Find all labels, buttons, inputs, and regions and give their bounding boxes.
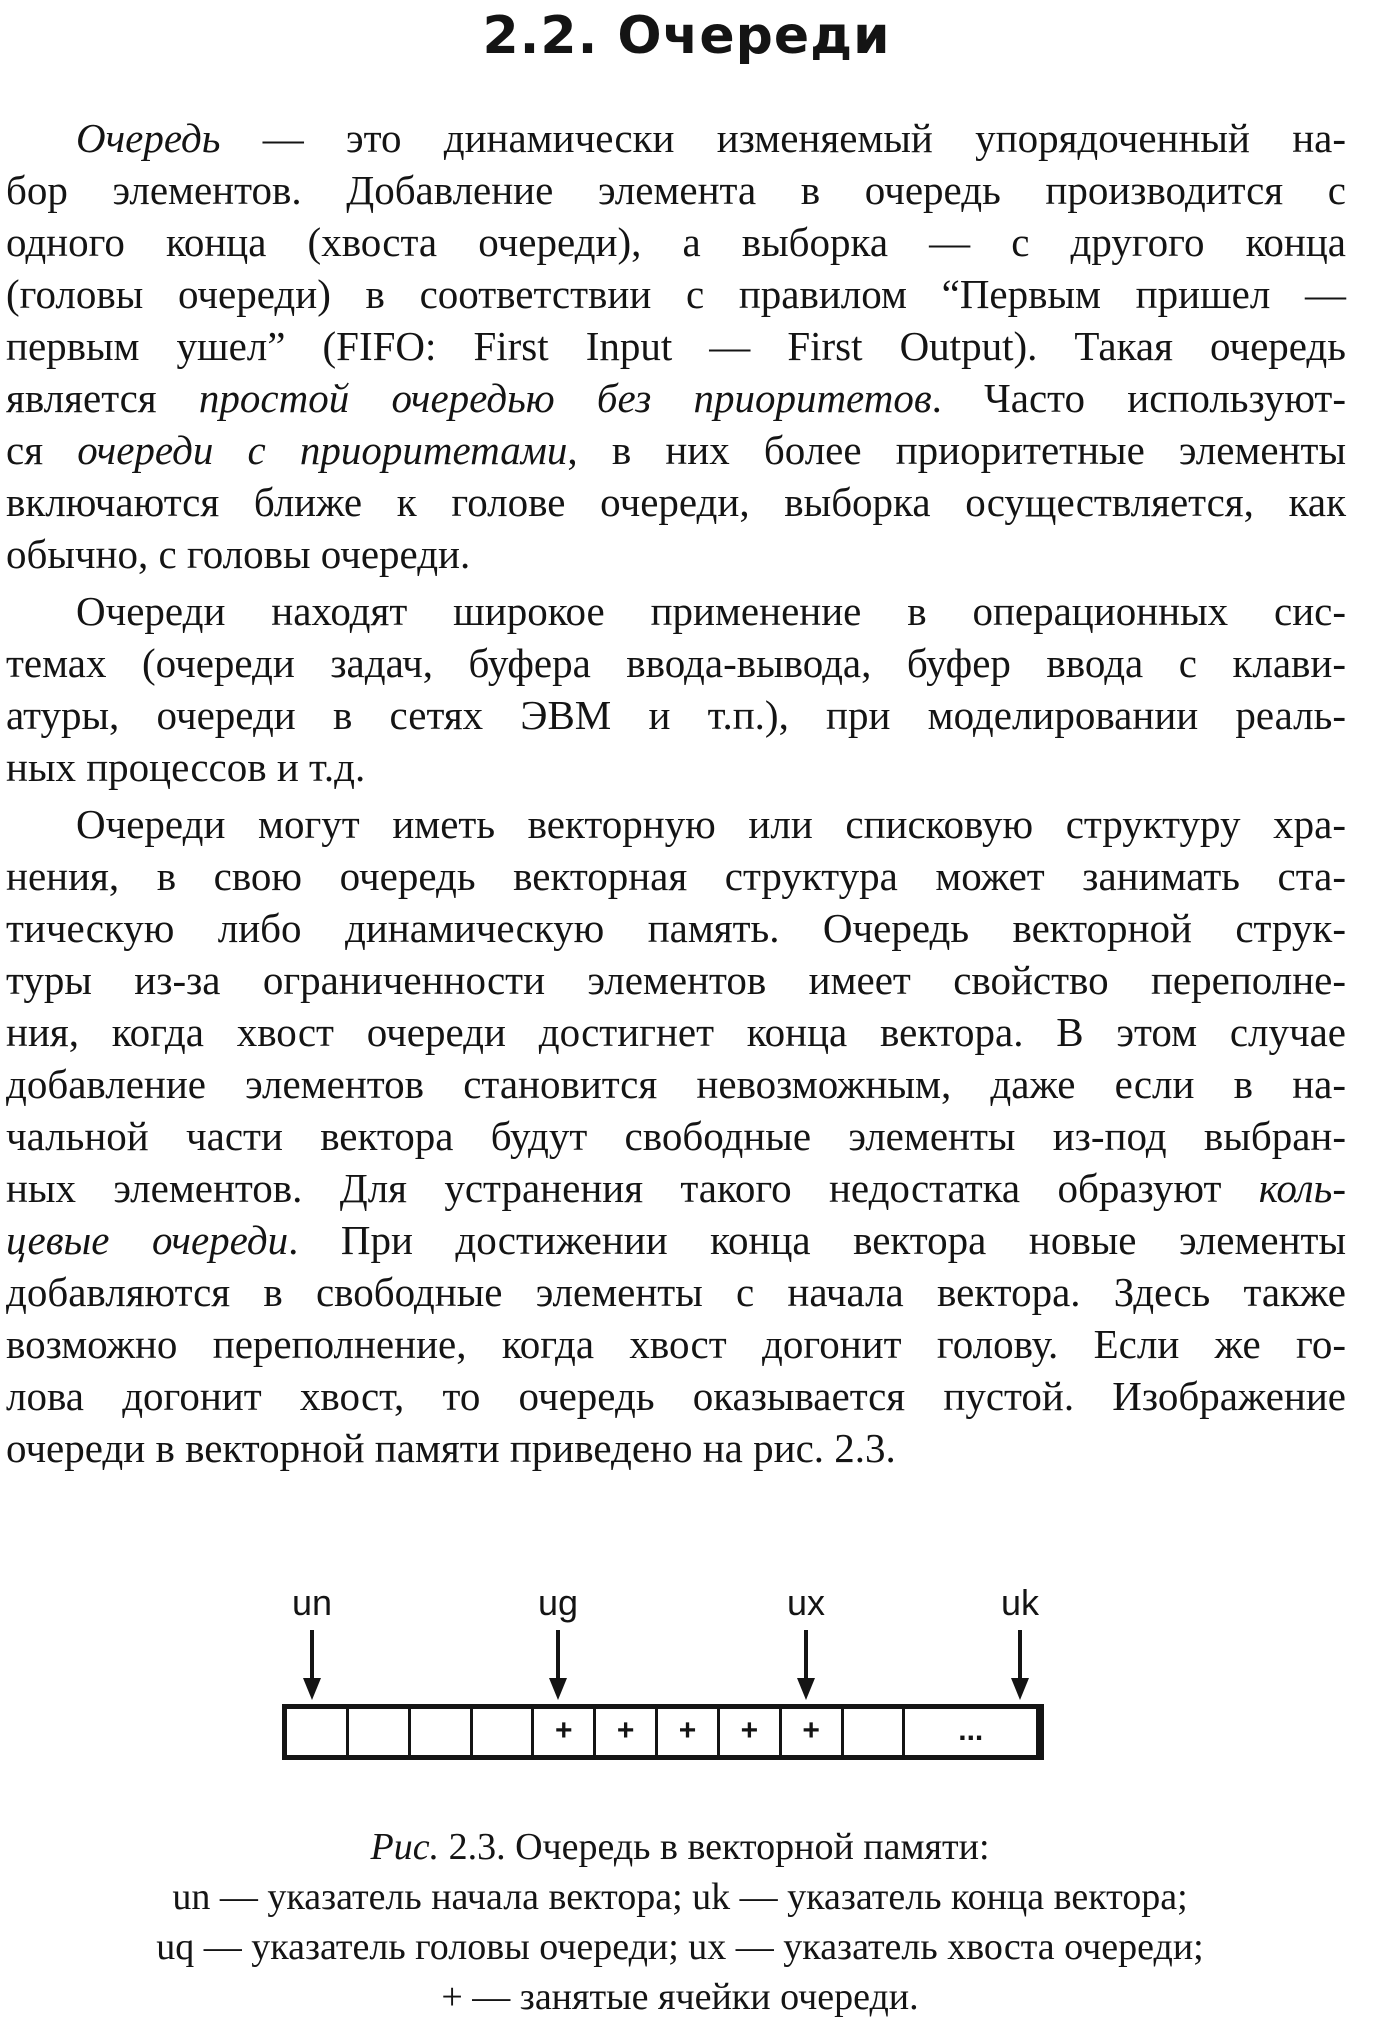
paragraph-line	[6, 216, 1346, 268]
text-run: туры из-за ограниченности элементов имеет свойство переполне-	[6, 957, 1346, 1003]
section-title: 2.2. Очереди	[482, 6, 891, 66]
paragraph-line	[6, 637, 1346, 689]
text-run: добавление элементов становится невозможным, даже если в на-	[6, 1061, 1346, 1107]
text-run: . При достижении конца вектора новые элементы	[288, 1217, 1347, 1263]
paragraph-line	[6, 164, 1346, 216]
paragraph-line	[6, 1214, 1346, 1266]
emphasized-term: Очередь	[76, 115, 221, 161]
figure-caption	[40, 1822, 1320, 2022]
vector-cell	[473, 1709, 535, 1755]
queue-figure	[270, 1582, 1060, 1782]
vector-cell-occupied: +	[596, 1709, 658, 1755]
vector-cell-occupied: +	[782, 1709, 844, 1755]
text-run: обычно, с головы очереди.	[6, 531, 471, 577]
paragraph-line	[6, 320, 1346, 372]
vector-cell-occupied: +	[658, 1709, 720, 1755]
text-run: ных элементов. Для устранения такого недостатка образуют	[6, 1165, 1259, 1211]
text-run: тическую либо динамическую память. Очередь векторной струк-	[6, 905, 1346, 951]
emphasized-term: простой очередью без приоритетов	[198, 375, 932, 421]
pointer-label-uk: uk	[1000, 1582, 1040, 1623]
text-run: нения, в свою очередь векторная структура может занимать ста-	[6, 853, 1346, 899]
paragraph-line	[6, 689, 1346, 741]
vector-cell	[287, 1709, 349, 1755]
text-run: возможно переполнение, когда хвост догонит голову. Если же го-	[6, 1321, 1346, 1367]
caption-line	[40, 1922, 1320, 1972]
pointer-arrow-un	[302, 1630, 322, 1700]
text-run: uq — указатель головы очереди; ux — указатель хвоста очереди;	[156, 1926, 1204, 1968]
text-run: включаются ближе к голове очереди, выборка осуществляется, как	[6, 479, 1346, 525]
paragraph-line	[6, 741, 1346, 793]
paragraph-line	[6, 1318, 1346, 1370]
paragraph-line	[6, 585, 1346, 637]
paragraph-line	[6, 1370, 1346, 1422]
text-run: Очереди находят широкое применение в операционных сис-	[76, 588, 1346, 634]
text-run: , в них более приоритетные элементы	[567, 427, 1346, 473]
text-run: бор элементов. Добавление элемента в очередь производится с	[6, 167, 1346, 213]
emphasized-term: Рис.	[370, 1826, 440, 1868]
text-run: (головы очереди) в соответствии с правилом “Первым пришел —	[6, 271, 1346, 317]
text-run: 2.3. Очередь в векторной памяти:	[439, 1826, 990, 1868]
paragraph-line	[6, 1266, 1346, 1318]
paragraph-line	[6, 1006, 1346, 1058]
queue-vector	[282, 1704, 1044, 1760]
paragraph-line	[6, 112, 1346, 164]
caption-line	[40, 1972, 1320, 2022]
text-run: . Часто используют-	[931, 375, 1346, 421]
text-run: лова догонит хвост, то очередь оказывается пустой. Изображение	[6, 1373, 1346, 1419]
emphasized-term: цевые очереди	[6, 1217, 289, 1263]
caption-line	[40, 1872, 1320, 1922]
text-run: un — указатель начала вектора; uk — указатель конца вектора;	[172, 1876, 1188, 1918]
text-run: является	[6, 375, 199, 421]
text-run: первым ушел” (FIFO: First Input — First Output). Такая очередь	[6, 323, 1346, 369]
pointer-label-ug: ug	[537, 1582, 579, 1623]
paragraph-line	[6, 798, 1346, 850]
paragraph-line	[6, 528, 1346, 580]
emphasized-term: очереди с приоритетами	[77, 427, 568, 473]
text-run: + — занятые ячейки очереди.	[441, 1976, 919, 2018]
vector-cell	[411, 1709, 473, 1755]
paragraph-line	[6, 902, 1346, 954]
paragraph-line	[6, 1422, 1346, 1474]
paragraph-line	[6, 1162, 1346, 1214]
pointer-label-un: un	[291, 1582, 333, 1623]
vector-cell-ellipsis: ...	[905, 1709, 1039, 1755]
pointer-label-ux: ux	[786, 1582, 826, 1623]
text-run: ся	[6, 427, 78, 473]
paragraph-line	[6, 424, 1346, 476]
pointer-arrow-ux	[796, 1630, 816, 1700]
paragraph-line	[6, 954, 1346, 1006]
text-run: Очереди могут иметь векторную или списковую структуру хра-	[76, 801, 1346, 847]
text-run: очереди в векторной памяти приведено на рис. 2.3.	[6, 1425, 896, 1471]
text-run: одного конца (хвоста очереди), а выборка — с другого конца	[6, 219, 1346, 265]
paragraph-line	[6, 476, 1346, 528]
emphasized-term: коль-	[1258, 1165, 1346, 1211]
paragraph-line	[6, 1110, 1346, 1162]
vector-cell-occupied: +	[534, 1709, 596, 1755]
text-run: — это динамически изменяемый упорядоченный на-	[220, 115, 1346, 161]
vector-cell	[844, 1709, 906, 1755]
paragraph-line	[6, 372, 1346, 424]
text-run: ния, когда хвост очереди достигнет конца вектора. В этом случае	[6, 1009, 1346, 1055]
pointer-arrow-ug	[548, 1630, 568, 1700]
text-run: атуры, очереди в сетях ЭВМ и т.п.), при моделировании реаль-	[6, 692, 1346, 738]
body-text	[6, 112, 1346, 1474]
paragraph-line	[6, 268, 1346, 320]
text-run: чальной части вектора будут свободные элементы из-под выбран-	[6, 1113, 1346, 1159]
vector-cell	[349, 1709, 411, 1755]
text-run: темах (очереди задач, буфера ввода-вывода, буфер ввода с клави-	[6, 640, 1346, 686]
text-run: ных процессов и т.д.	[6, 744, 366, 790]
caption-line	[40, 1822, 1320, 1872]
vector-cell-occupied: +	[720, 1709, 782, 1755]
paragraph-line	[6, 1058, 1346, 1110]
text-run: добавляются в свободные элементы с начала вектора. Здесь также	[6, 1269, 1346, 1315]
pointer-arrow-uk	[1010, 1630, 1030, 1700]
paragraph-line	[6, 850, 1346, 902]
